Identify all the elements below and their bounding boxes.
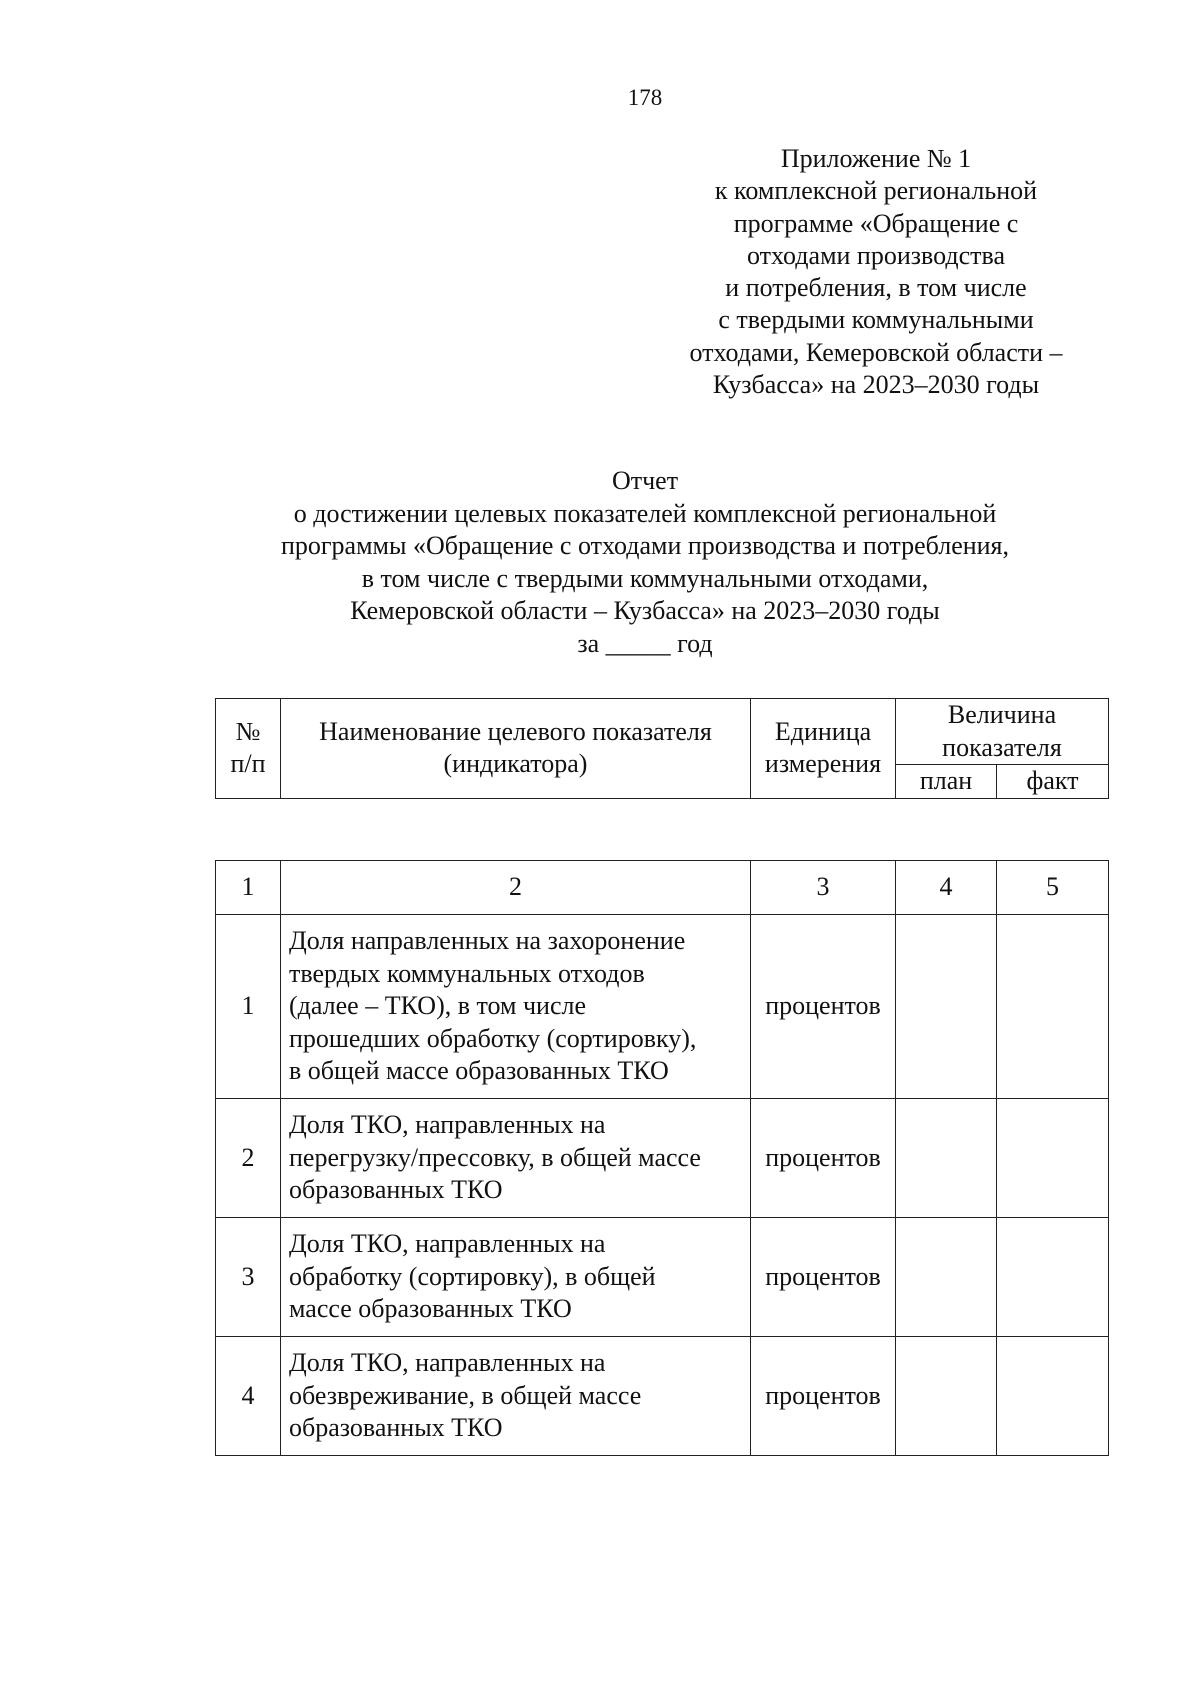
column-number: 3 [751, 861, 896, 915]
plan-value [896, 1337, 997, 1456]
indicators-table-header [215, 698, 1109, 799]
column-number: 1 [216, 861, 281, 915]
header-value-line: показателя [942, 732, 1062, 762]
header-unit-line: измерения [764, 749, 882, 779]
page-number: 178 [627, 85, 663, 110]
appendix-line: отходами производства [747, 240, 1005, 270]
report-title [120, 465, 1170, 660]
report-title-line: Отчет [611, 466, 679, 495]
header-name-line: (индикатора) [443, 749, 588, 779]
indicator-name [281, 1337, 751, 1456]
indicator-name-line: (далее – ТКО), в том числе [289, 991, 587, 1021]
header-unit-line: Единица [774, 716, 872, 746]
fact-value [997, 1099, 1109, 1218]
indicator-unit: процентов [751, 1337, 896, 1456]
appendix-line: к комплексной региональной [714, 176, 1038, 206]
header-indicator-name [281, 699, 751, 799]
indicator-name [281, 1099, 751, 1218]
appendix-header [636, 143, 1116, 401]
plan-value [896, 1218, 997, 1337]
column-number: 5 [997, 861, 1109, 915]
indicator-name [281, 1218, 751, 1337]
appendix-line: отходами, Кемеровской области – [689, 337, 1063, 367]
indicator-name-line: обработку (сортировку), в общей [289, 1261, 656, 1291]
indicator-name-line: Доля направленных на захоронение [289, 926, 686, 956]
fact-value [997, 1218, 1109, 1337]
indicator-name-line: Доля ТКО, направленных на [289, 1110, 606, 1140]
report-title-line: о достижении целевых показателей комплексной региональной [293, 498, 997, 528]
header-value [896, 699, 1109, 765]
header-name-line: Наименование целевого показателя [319, 716, 712, 746]
indicator-unit: процентов [751, 1218, 896, 1337]
row-number: 2 [216, 1099, 281, 1218]
indicators-table [215, 860, 1109, 1456]
indicator-name-line: образованных ТКО [289, 1175, 503, 1205]
indicator-name-line: образованных ТКО [289, 1413, 503, 1443]
plan-value [896, 915, 997, 1099]
report-title-line: Кемеровской области – Кузбасса» на 2023–2030 годы [350, 596, 940, 625]
report-title-line: в том числе с твердыми коммунальными отходами, [361, 563, 929, 593]
table-row [216, 1337, 1109, 1456]
indicator-name-line: твердых коммунальных отходов [289, 958, 645, 988]
fact-value [997, 1337, 1109, 1456]
table-row [216, 915, 1109, 1099]
fact-value [997, 915, 1109, 1099]
row-number: 1 [216, 915, 281, 1099]
header-number-line: № [235, 716, 261, 746]
table-row [216, 1099, 1109, 1218]
header-number [216, 699, 281, 799]
plan-value [896, 1099, 997, 1218]
column-numbers-row [216, 861, 1109, 915]
report-title-line: за _____ год [577, 628, 713, 658]
indicator-name-line: массе образованных ТКО [289, 1294, 572, 1324]
indicator-name-line: Доля ТКО, направленных на [289, 1229, 606, 1259]
indicator-name-line: прошедших обработку (сортировку), [289, 1023, 697, 1053]
header-unit [751, 699, 896, 799]
indicator-name-line: обезвреживание, в общей массе [289, 1380, 642, 1410]
table-row [216, 1218, 1109, 1337]
header-fact: факт [997, 765, 1109, 799]
appendix-line: Кузбасса» на 2023–2030 годы [712, 370, 1040, 400]
report-title-line: программы «Обращение с отходами производства и потребления, [280, 531, 1010, 560]
header-value-line: Величина [947, 700, 1057, 729]
indicator-unit: процентов [751, 1099, 896, 1218]
indicator-name-line: в общей массе образованных ТКО [289, 1056, 669, 1086]
appendix-line: программе «Обращение с [733, 208, 1019, 238]
column-number: 4 [896, 861, 997, 915]
appendix-line: и потребления, в том числе [725, 273, 1027, 303]
indicator-name [281, 915, 751, 1099]
appendix-line: с твердыми коммунальными [718, 305, 1034, 335]
indicator-name-line: перегрузку/прессовку, в общей массе [289, 1142, 701, 1172]
appendix-line: Приложение № 1 [780, 144, 972, 173]
row-number: 4 [216, 1337, 281, 1456]
header-plan: план [896, 765, 997, 799]
indicator-unit: процентов [751, 915, 896, 1099]
header-number-line: п/п [230, 749, 266, 779]
indicator-name-line: Доля ТКО, направленных на [289, 1348, 606, 1378]
column-number: 2 [281, 861, 751, 915]
row-number: 3 [216, 1218, 281, 1337]
